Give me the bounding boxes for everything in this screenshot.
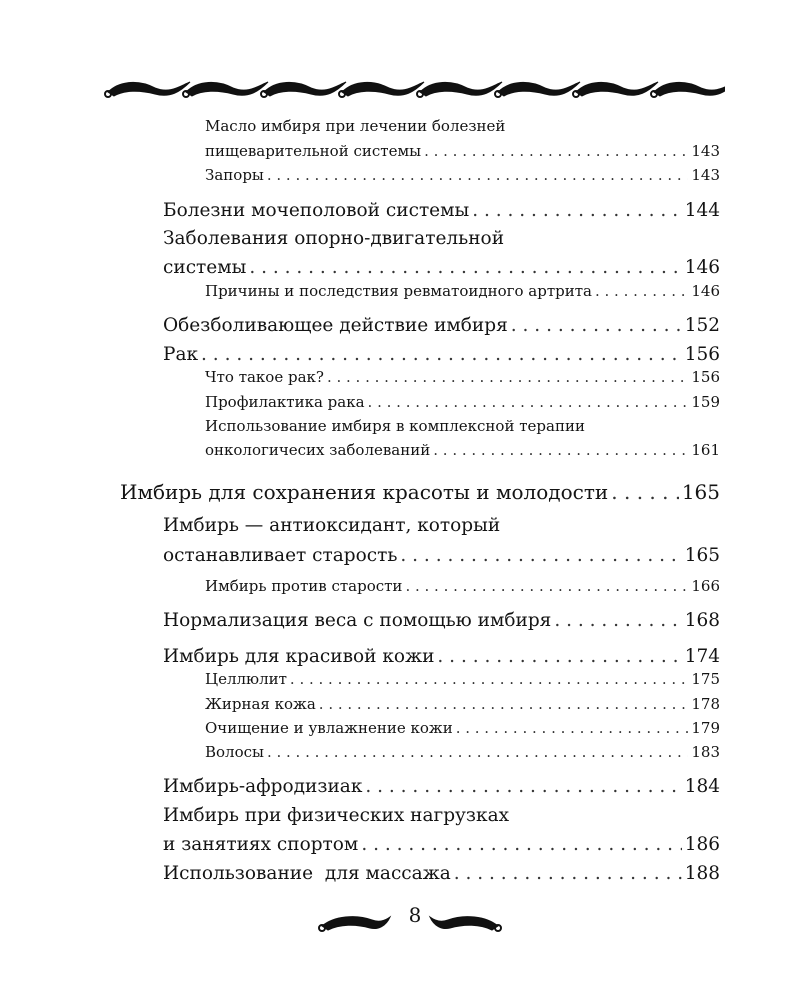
- toc-page-number: 165: [681, 480, 720, 504]
- toc-entry-title: Целлюлит: [205, 670, 287, 688]
- toc-entry-title: Имбирь для сохранения красоты и молодости: [120, 480, 609, 504]
- toc-entry-title: Имбирь для красивой кожи: [163, 646, 435, 667]
- toc-entry[interactable]: [163, 646, 720, 667]
- toc-entry-title: системы: [163, 257, 247, 278]
- toc-entry-title: Болезни мочеполовой системы: [163, 200, 470, 221]
- toc-page-number: 168: [684, 610, 720, 631]
- toc-page-number: 152: [684, 315, 720, 336]
- toc-entry[interactable]: [205, 695, 720, 713]
- toc-entry[interactable]: [205, 166, 720, 184]
- toc-dot-leader: [437, 646, 681, 667]
- toc-dot-leader: [319, 695, 689, 713]
- toc-entry[interactable]: [163, 315, 720, 336]
- toc-dot-leader: [400, 545, 681, 566]
- toc-page-number: 186: [684, 834, 720, 855]
- toc-entry[interactable]: [205, 368, 720, 386]
- toc-dot-leader: [368, 393, 689, 411]
- toc-entry[interactable]: [205, 142, 720, 160]
- toc-page-number: 188: [684, 863, 720, 884]
- toc-dot-leader: [456, 719, 689, 737]
- toc-entry[interactable]: [163, 834, 720, 855]
- toc-entry[interactable]: [163, 257, 720, 278]
- toc-entry[interactable]: [205, 719, 720, 737]
- toc-entry-title: онкологичесих заболеваний: [205, 441, 431, 459]
- toc-entry-title: Жирная кожа: [205, 695, 316, 713]
- toc-dot-leader: [267, 166, 689, 184]
- toc-page-number: 159: [691, 393, 720, 411]
- toc-entry-title: и занятиях спортом: [163, 834, 359, 855]
- toc-page-number: 165: [684, 545, 720, 566]
- toc-dot-leader: [472, 200, 681, 221]
- toc-entry-title: пищеварительной системы: [205, 142, 422, 160]
- toc-entry-line: Заболевания опорно-двигательной: [163, 228, 505, 249]
- toc-entry-title: Причины и последствия ревматоидного артрита: [205, 282, 592, 300]
- toc-page-number: 178: [691, 695, 720, 713]
- toc-entry[interactable]: [163, 863, 720, 884]
- toc-entry-title: Запоры: [205, 166, 264, 184]
- toc-entry[interactable]: [205, 577, 720, 595]
- toc-page-number: 144: [684, 200, 720, 221]
- toc-entry-title: Профилактика рака: [205, 393, 365, 411]
- toc-dot-leader: [327, 368, 688, 386]
- toc-dot-leader: [290, 670, 688, 688]
- toc-entry-title: Очищение и увлажнение кожи: [205, 719, 453, 737]
- toc-entry-line: Имбирь — антиоксидант, который: [163, 515, 501, 536]
- toc-entry-title: Нормализация веса с помощью имбиря: [163, 610, 552, 631]
- toc-page-number: 174: [684, 646, 720, 667]
- toc-page-number: 156: [684, 344, 720, 365]
- toc-entry-line: Использование имбиря в комплексной терапии: [205, 417, 585, 435]
- toc-page-number: 146: [691, 282, 720, 300]
- toc-page-number: 143: [691, 142, 720, 160]
- toc-entry-title: Имбирь против старости: [205, 577, 403, 595]
- footer-flourish-right: [430, 917, 501, 931]
- toc-dot-leader: [595, 282, 688, 300]
- toc-entry-line: Имбирь при физических нагрузках: [163, 805, 510, 826]
- toc-dot-leader: [249, 257, 681, 278]
- toc-dot-leader: [454, 863, 682, 884]
- toc-page-number: 146: [684, 257, 720, 278]
- toc-entry-line: Масло имбиря при лечении болезней: [205, 117, 506, 135]
- toc-entry-title: Использование для массажа: [163, 863, 451, 884]
- toc-chapter-entry[interactable]: [120, 480, 720, 504]
- toc-entry[interactable]: [163, 776, 720, 797]
- toc-entry[interactable]: [205, 393, 720, 411]
- toc-page-number: 183: [691, 743, 720, 761]
- toc-page-number: 161: [691, 441, 720, 459]
- toc-dot-leader: [424, 142, 688, 160]
- toc-entry[interactable]: [205, 670, 720, 688]
- toc-dot-leader: [361, 834, 681, 855]
- toc-page-number: 184: [684, 776, 720, 797]
- toc-page-number: 179: [691, 719, 720, 737]
- toc-entry-title: Что такое рак?: [205, 368, 324, 386]
- toc-dot-leader: [611, 480, 679, 504]
- page-number: 8: [408, 903, 422, 927]
- toc-entry[interactable]: [163, 545, 720, 566]
- toc-entry[interactable]: [163, 344, 720, 365]
- toc-dot-leader: [267, 743, 688, 761]
- toc-entry-title: останавливает старость: [163, 545, 398, 566]
- toc-page-number: 175: [691, 670, 720, 688]
- toc-entry[interactable]: [163, 610, 720, 631]
- toc-entry-title: Волосы: [205, 743, 264, 761]
- toc-dot-leader: [365, 776, 681, 797]
- toc-entry-title: Обезболивающее действие имбиря: [163, 315, 508, 336]
- toc-dot-leader: [554, 610, 681, 631]
- toc-dot-leader: [433, 441, 688, 459]
- footer-flourish-left: [319, 917, 390, 931]
- toc-dot-leader: [201, 344, 682, 365]
- toc-entry[interactable]: [205, 282, 720, 300]
- toc-entry-title: Рак: [163, 344, 199, 365]
- toc-page-number: 166: [691, 577, 720, 595]
- toc-entry-title: Имбирь-афродизиак: [163, 776, 363, 797]
- toc-dot-leader: [511, 315, 682, 336]
- toc-page-number: 143: [691, 166, 720, 184]
- toc-dot-leader: [405, 577, 688, 595]
- toc-entry[interactable]: [163, 200, 720, 221]
- toc-page-number: 156: [691, 368, 720, 386]
- toc-entry[interactable]: [205, 441, 720, 459]
- toc-entry[interactable]: [205, 743, 720, 761]
